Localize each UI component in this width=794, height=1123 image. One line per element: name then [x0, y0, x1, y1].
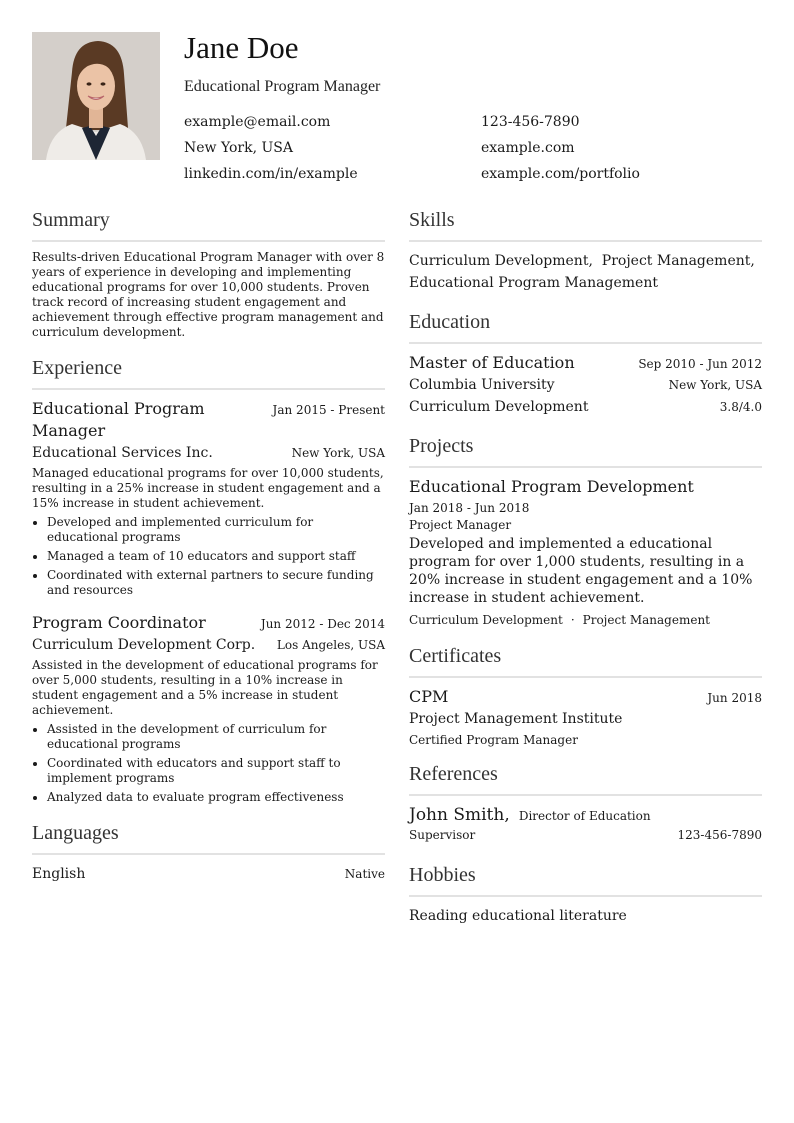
phone-number: 123-456-7890 — [481, 114, 580, 130]
education-section — [409, 308, 762, 418]
job-entry — [32, 612, 385, 805]
profile-photo — [32, 32, 160, 160]
job-bullet: • Coordinated with educators and support staff to implement programs — [47, 756, 385, 786]
job-dates: Jun 2012 - Dec 2014 — [260, 617, 385, 631]
project-tag: Project Management — [582, 613, 710, 627]
hobbies-heading: Hobbies — [409, 861, 762, 897]
website-link[interactable]: example.com — [481, 140, 575, 156]
job-location: New York, USA — [291, 446, 385, 460]
candidate-role: Educational Program Manager — [184, 78, 381, 95]
job-title: Program Coordinator — [32, 613, 206, 632]
job-location: Los Angeles, USA — [276, 638, 385, 652]
job-bullet: • Analyzed data to evaluate program effectiveness — [47, 790, 385, 805]
project-description: Developed and implemented a educational program for over 1,000 students, resulting in a 20% increase in student engagement and a 10% increase in student achievement. — [409, 536, 753, 606]
projects-section — [409, 432, 762, 628]
project-dates: Jan 2018 - Jun 2018 — [409, 501, 530, 515]
language-name: English — [32, 866, 86, 882]
job-bullet: • Managed a team of 10 educators and support staff — [47, 549, 385, 564]
experience-heading: Experience — [32, 354, 385, 390]
reference-name: John Smith, — [409, 805, 510, 825]
location: New York, USA — [184, 140, 293, 156]
summary-section — [32, 206, 385, 340]
job-summary: Managed educational programs for over 10,000 students, resulting in a 25% increase in student engagement and a 15% increase in student achievement. — [32, 466, 384, 510]
reference-entry — [409, 804, 762, 826]
language-level: Native — [344, 867, 385, 881]
job-company: Curriculum Development Corp. — [32, 637, 256, 653]
certificate-name: CPM — [409, 687, 449, 706]
reference-position: Director of Education — [518, 809, 651, 823]
portrait-image — [32, 32, 160, 160]
references-section — [409, 760, 762, 843]
linkedin-link[interactable]: linkedin.com/in/example — [184, 166, 358, 182]
job-summary: Assisted in the development of educational programs for over 5,000 students, resulting in a 10% increase in student engagement and a 5% increase in student achievement. — [32, 658, 378, 717]
education-degree: Master of Education — [409, 353, 575, 372]
project-tag: Curriculum Development — [409, 613, 563, 627]
education-location: New York, USA — [668, 378, 762, 392]
project-tags — [409, 613, 762, 628]
education-dates: Sep 2010 - Jun 2012 — [638, 357, 762, 371]
certificate-issuer: Project Management Institute — [409, 711, 623, 727]
certificate-description: Certified Program Manager — [409, 733, 578, 747]
skills-list: Curriculum Development, Project Management, Educational Program Management — [409, 253, 760, 291]
job-dates: Jan 2015 - Present — [272, 403, 385, 417]
summary-text: Results-driven Educational Program Manager with over 8 years of experience in developing and implementing educational programs for over 10,000 students. Proven track record of increasing student engagement and achievement through effective program management and curriculum development. — [32, 250, 385, 339]
certificates-heading: Certificates — [409, 642, 762, 678]
summary-heading: Summary — [32, 206, 385, 242]
experience-section — [32, 354, 385, 805]
job-bullet: • Assisted in the development of curriculum for educational programs — [47, 722, 385, 752]
education-heading: Education — [409, 308, 762, 344]
education-gpa: 3.8/4.0 — [719, 400, 762, 414]
reference-phone: 123-456-7890 — [677, 828, 762, 842]
contact-info — [184, 113, 764, 183]
project-role: Project Manager — [409, 518, 512, 532]
tag-separator: · — [570, 613, 575, 627]
right-column — [409, 206, 762, 927]
skills-section — [409, 206, 762, 294]
projects-heading: Projects — [409, 432, 762, 468]
hobbies-section — [409, 861, 762, 927]
references-heading: References — [409, 760, 762, 796]
portfolio-link[interactable]: example.com/portfolio — [481, 166, 640, 182]
education-school: Columbia University — [409, 377, 555, 393]
skills-heading: Skills — [409, 206, 762, 242]
education-field: Curriculum Development — [409, 399, 589, 415]
job-company: Educational Services Inc. — [32, 445, 213, 461]
hobbies-text: Reading educational literature — [409, 908, 627, 924]
email-link[interactable]: example@email.com — [184, 114, 331, 130]
job-bullet: • Developed and implemented curriculum for educational programs — [47, 515, 385, 545]
languages-heading: Languages — [32, 819, 385, 855]
certificates-section — [409, 642, 762, 750]
job-bullets — [32, 722, 385, 805]
project-name: Educational Program Development — [409, 477, 694, 496]
job-title: Educational Program Manager — [32, 399, 205, 440]
reference-relation: Supervisor — [409, 828, 476, 842]
candidate-name: Jane Doe — [184, 30, 299, 65]
job-bullet: • Coordinated with external partners to secure funding and resources — [47, 568, 385, 598]
language-item — [32, 863, 385, 885]
certificate-date: Jun 2018 — [707, 691, 762, 705]
job-entry — [32, 398, 385, 598]
left-column — [32, 206, 385, 885]
languages-section — [32, 819, 385, 885]
job-bullets — [32, 515, 385, 598]
